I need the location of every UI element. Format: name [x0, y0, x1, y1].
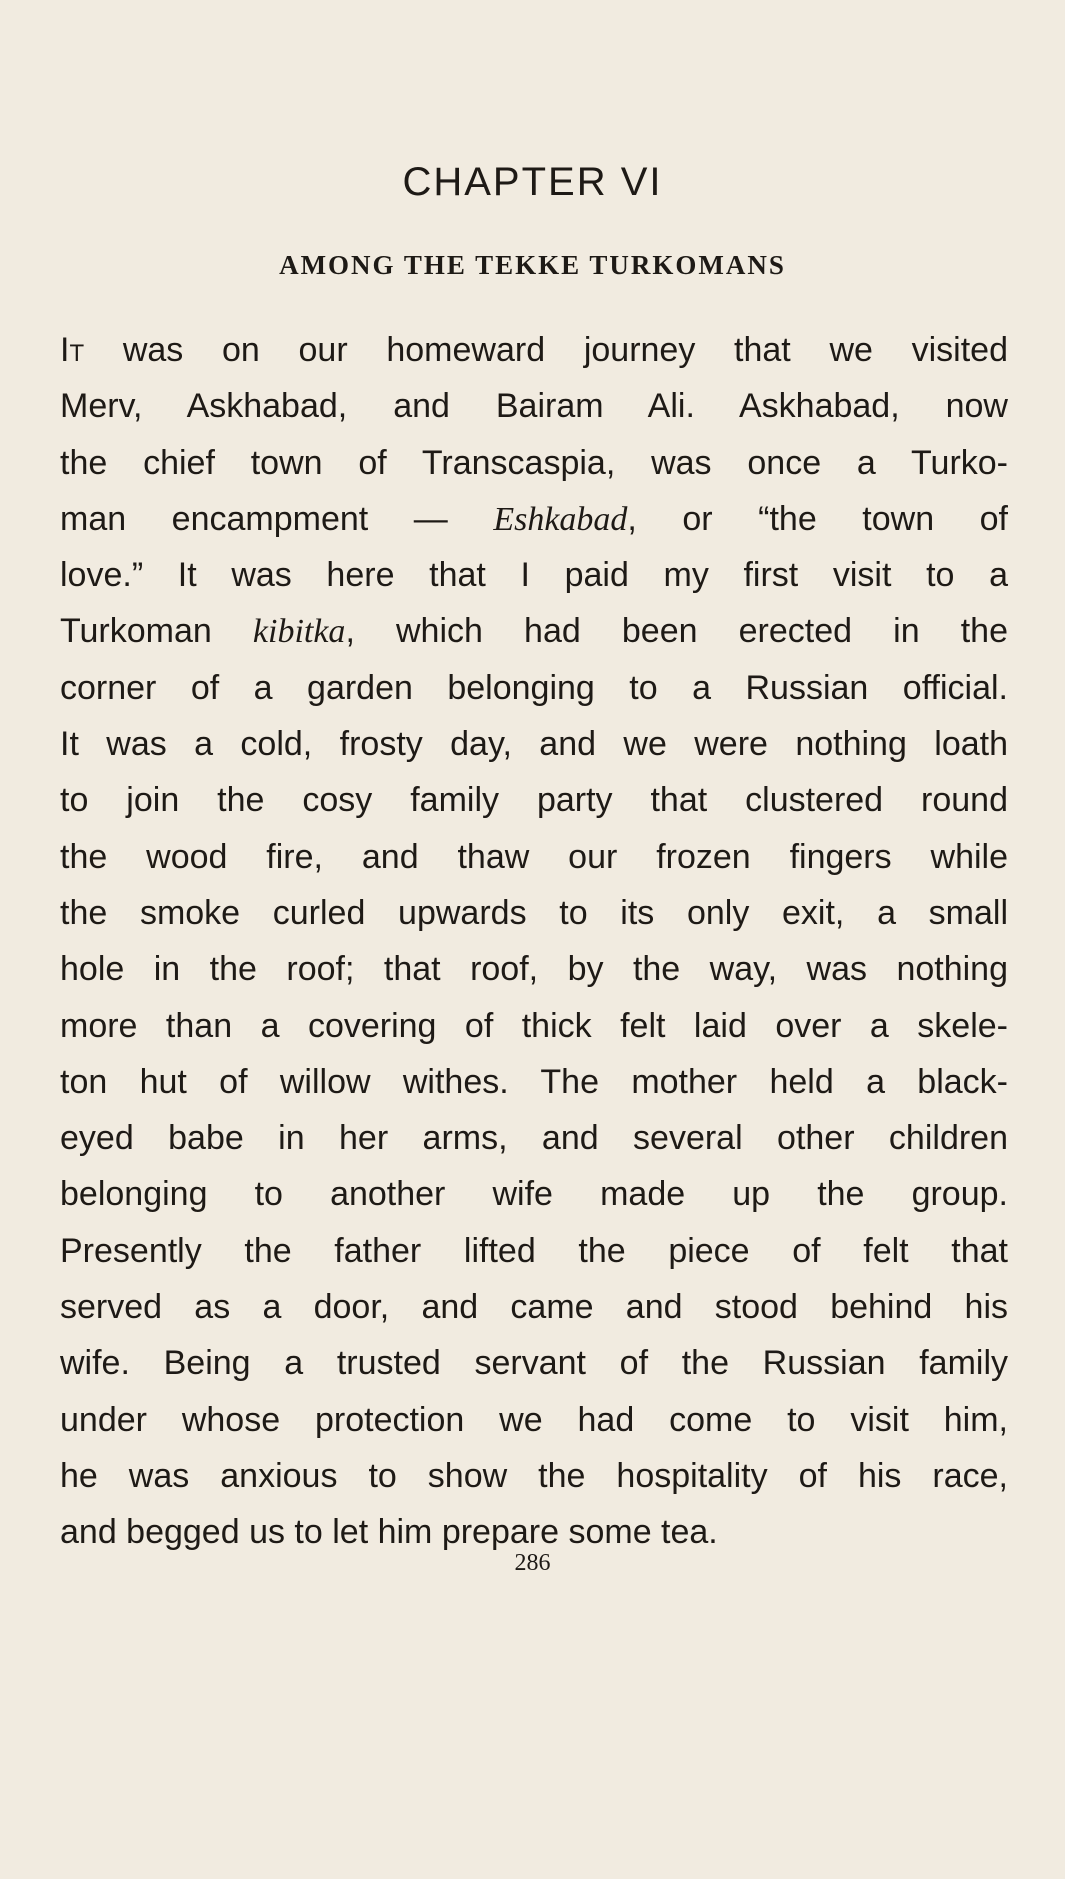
text-line: belonging to another wife made up the group. — [60, 1175, 1008, 1214]
text-line — [60, 603, 1008, 659]
text-line: to join the cosy family party that clustered round — [60, 781, 1008, 820]
text-line: the smoke curled upwards to its only exit, a small — [60, 893, 1008, 932]
body-text — [60, 322, 1008, 1561]
text-line: hole in the roof; that roof, by the way, was nothing — [60, 950, 1008, 989]
text-line: Merv, Askhabad, and Bairam Ali. Askhabad, now — [60, 387, 1008, 426]
italic-word: Eshkabad — [493, 500, 628, 538]
page-number: 286 — [514, 1550, 551, 1576]
chapter-title: CHAPTER VI — [402, 160, 663, 204]
text-line: corner of a garden belonging to a Russian official. — [60, 668, 1008, 707]
text-line: Presently the father lifted the piece of felt that — [60, 1231, 1008, 1270]
text-line: wife. Being a trusted servant of the Russian family — [60, 1344, 1008, 1383]
text-line: served as a door, and came and stood behind his — [60, 1288, 1008, 1327]
drop-lead-word: It — [60, 331, 85, 369]
italic-word: kibitka — [252, 613, 346, 651]
text-line: more than a covering of thick felt laid over a skele- — [60, 1006, 1008, 1045]
text-line: he was anxious to show the hospitality of his race, — [60, 1456, 1008, 1495]
text-line: and begged us to let him prepare some tea. — [60, 1513, 718, 1552]
chapter-subtitle: AMONG THE TEKKE TURKOMANS — [279, 250, 786, 280]
text-line: eyed babe in her arms, and several other children — [60, 1119, 1008, 1158]
text-line: It was a cold, frosty day, and we were nothing loath — [60, 725, 1008, 764]
text-line-post: , or “the town of — [627, 499, 1008, 538]
text-line-content: was on our homeward journey that we visited — [84, 331, 1008, 369]
text-line: love.” It was here that I paid my first visit to a — [60, 556, 1008, 595]
text-line: the chief town of Transcaspia, was once a Turko- — [60, 443, 1008, 482]
text-line: ton hut of willow withes. The mother held a black- — [60, 1062, 1008, 1101]
text-line: under whose protection we had come to visit him, — [60, 1400, 1008, 1439]
text-line — [60, 491, 1008, 547]
text-line — [60, 322, 1008, 378]
text-line-post: , which had been erected in the — [345, 612, 1009, 651]
text-line-pre: man encampment — — [60, 499, 494, 538]
text-line-pre: Turkoman — [60, 612, 253, 651]
text-line: the wood fire, and thaw our frozen fingers while — [60, 837, 1008, 876]
